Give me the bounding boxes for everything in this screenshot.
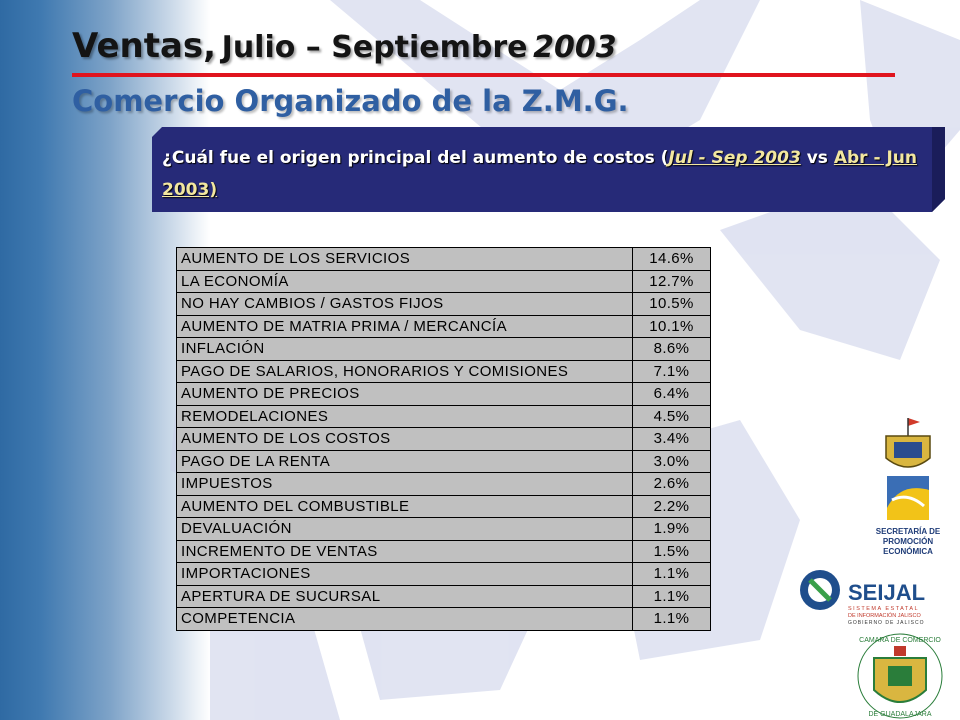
row-label: PAGO DE SALARIOS, HONORARIOS Y COMISIONES [177, 360, 633, 383]
table-row [177, 518, 711, 541]
question-text [162, 142, 932, 206]
svg-text:DE GUADALAJARA: DE GUADALAJARA [868, 711, 932, 718]
question-period-b: Abr - Jun 2003) [162, 148, 917, 200]
svg-text:SISTEMA ESTATAL: SISTEMA ESTATAL [848, 606, 920, 612]
row-value: 1.1% [633, 608, 711, 631]
row-label: AUMENTO DEL COMBUSTIBLE [177, 495, 633, 518]
row-label: AUMENTO DE LOS SERVICIOS [177, 248, 633, 271]
page-title [72, 26, 617, 66]
row-value: 3.4% [633, 428, 711, 451]
row-label: IMPUESTOS [177, 473, 633, 496]
table-row [177, 495, 711, 518]
question-vs: vs [806, 148, 828, 168]
row-value: 10.1% [633, 315, 711, 338]
page-subtitle: Comercio Organizado de la Z.M.G. [72, 84, 629, 118]
camara-comercio-logo-icon [858, 634, 942, 718]
table-row [177, 338, 711, 361]
cost-origin-table [176, 247, 711, 631]
svg-text:ECONÓMICA: ECONÓMICA [883, 547, 933, 556]
sponsor-logos [790, 410, 960, 720]
table-row [177, 473, 711, 496]
table-row [177, 405, 711, 428]
row-value: 12.7% [633, 270, 711, 293]
jalisco-crest-icon [886, 418, 930, 467]
row-value: 1.1% [633, 585, 711, 608]
svg-text:SEIJAL: SEIJAL [848, 580, 926, 605]
title-range: Julio – Septiembre [221, 30, 528, 65]
question-period-a: Jul - Sep 2003 [668, 148, 801, 168]
row-label: IMPORTACIONES [177, 563, 633, 586]
table-row [177, 585, 711, 608]
row-value: 3.0% [633, 450, 711, 473]
row-value: 7.1% [633, 360, 711, 383]
row-value: 8.6% [633, 338, 711, 361]
row-label: AUMENTO DE PRECIOS [177, 383, 633, 406]
row-value: 14.6% [633, 248, 711, 271]
row-label: DEVALUACIÓN [177, 518, 633, 541]
row-value: 6.4% [633, 383, 711, 406]
row-label: PAGO DE LA RENTA [177, 450, 633, 473]
svg-text:CAMARA DE COMERCIO: CAMARA DE COMERCIO [859, 637, 941, 644]
table-row [177, 540, 711, 563]
row-value: 1.1% [633, 563, 711, 586]
table-row [177, 360, 711, 383]
row-value: 2.2% [633, 495, 711, 518]
row-value: 2.6% [633, 473, 711, 496]
svg-text:GOBIERNO DE JALISCO: GOBIERNO DE JALISCO [848, 620, 925, 626]
row-value: 10.5% [633, 293, 711, 316]
row-label: NO HAY CAMBIOS / GASTOS FIJOS [177, 293, 633, 316]
title-divider [72, 73, 895, 77]
table-row [177, 315, 711, 338]
question-prefix: ¿Cuál fue el origen principal del aumento de costos ( [162, 148, 669, 168]
row-label: LA ECONOMÍA [177, 270, 633, 293]
table-row [177, 608, 711, 631]
title-year: 2003 [533, 30, 617, 65]
row-label: REMODELACIONES [177, 405, 633, 428]
table-row [177, 293, 711, 316]
row-label: COMPETENCIA [177, 608, 633, 631]
row-value: 4.5% [633, 405, 711, 428]
table-row [177, 428, 711, 451]
table-row [177, 270, 711, 293]
row-label: INCREMENTO DE VENTAS [177, 540, 633, 563]
row-value: 1.5% [633, 540, 711, 563]
row-label: AUMENTO DE MATRIA PRIMA / MERCANCÍA [177, 315, 633, 338]
row-label: INFLACIÓN [177, 338, 633, 361]
title-main: Ventas, [72, 26, 217, 66]
svg-text:DE INFORMACIÓN JALISCO: DE INFORMACIÓN JALISCO [848, 613, 921, 619]
seijal-logo-icon [800, 570, 925, 626]
svg-text:SECRETARÍA DE: SECRETARÍA DE [875, 527, 941, 536]
table-row [177, 563, 711, 586]
table-row [177, 248, 711, 271]
row-value: 1.9% [633, 518, 711, 541]
table-row [177, 450, 711, 473]
secretaria-logo-icon [876, 476, 941, 556]
table-row [177, 383, 711, 406]
row-label: APERTURA DE SUCURSAL [177, 585, 633, 608]
row-label: AUMENTO DE LOS COSTOS [177, 428, 633, 451]
svg-text:PROMOCIÓN: PROMOCIÓN [882, 537, 934, 546]
